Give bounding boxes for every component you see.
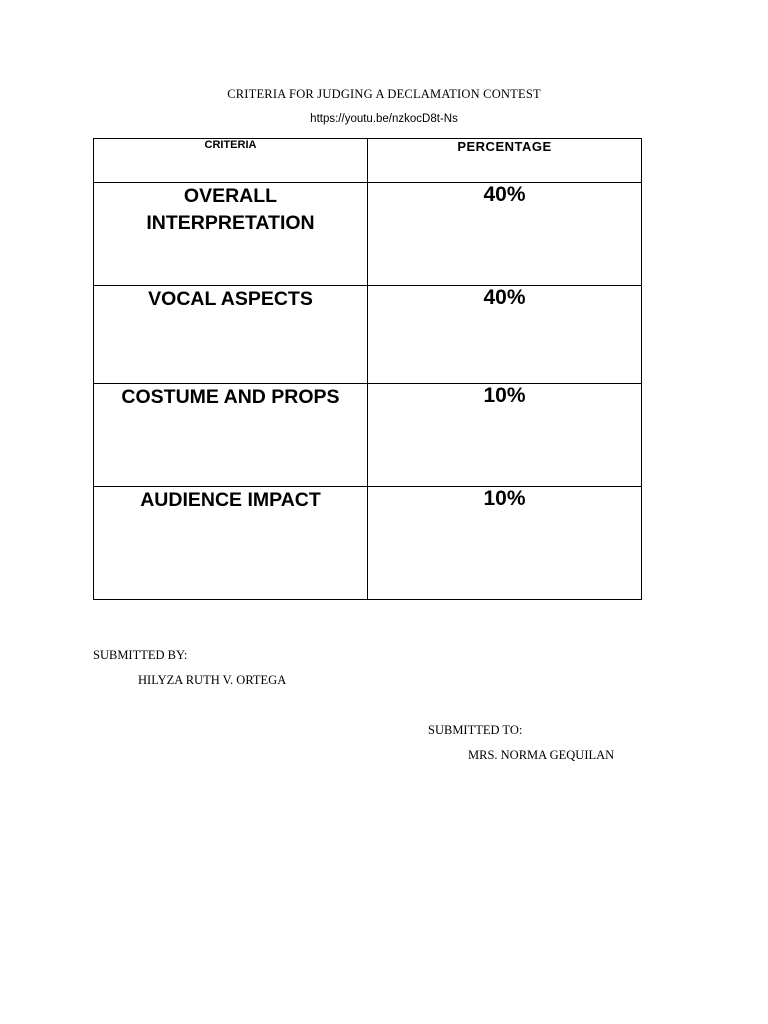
percentage-cell: 10%	[368, 384, 642, 487]
criteria-table	[93, 138, 642, 600]
submitted-by-label: SUBMITTED BY:	[93, 648, 188, 662]
table-row	[94, 183, 642, 286]
criteria-text-line2: INTERPRETATION	[146, 212, 315, 234]
document-title: CRITERIA FOR JUDGING A DECLAMATION CONTEST	[227, 87, 541, 101]
criteria-text-line1: VOCAL ASPECTS	[148, 288, 313, 310]
criteria-text-line1: AUDIENCE IMPACT	[140, 489, 321, 511]
header-criteria: CRITERIA	[94, 139, 368, 183]
video-link[interactable]: https://youtu.be/nzkocD8t-Ns	[310, 113, 458, 125]
criteria-cell	[94, 384, 368, 487]
criteria-cell	[94, 183, 368, 286]
table-row	[94, 384, 642, 487]
percentage-cell: 40%	[368, 183, 642, 286]
table-header-row	[94, 139, 642, 183]
submitted-to-label: SUBMITTED TO:	[428, 723, 523, 737]
submitted-by-name: HILYZA RUTH V. ORTEGA	[138, 673, 287, 687]
criteria-text-line1: OVERALL	[183, 185, 278, 207]
criteria-text-line1: COSTUME AND PROPS	[121, 386, 340, 408]
criteria-cell	[94, 286, 368, 384]
percentage-cell: 40%	[368, 286, 642, 384]
table-row	[94, 286, 642, 384]
percentage-cell: 10%	[368, 487, 642, 600]
table-row	[94, 487, 642, 600]
submitted-to-name: MRS. NORMA GEQUILAN	[468, 748, 615, 762]
criteria-cell	[94, 487, 368, 600]
header-percentage: PERCENTAGE	[368, 139, 642, 183]
